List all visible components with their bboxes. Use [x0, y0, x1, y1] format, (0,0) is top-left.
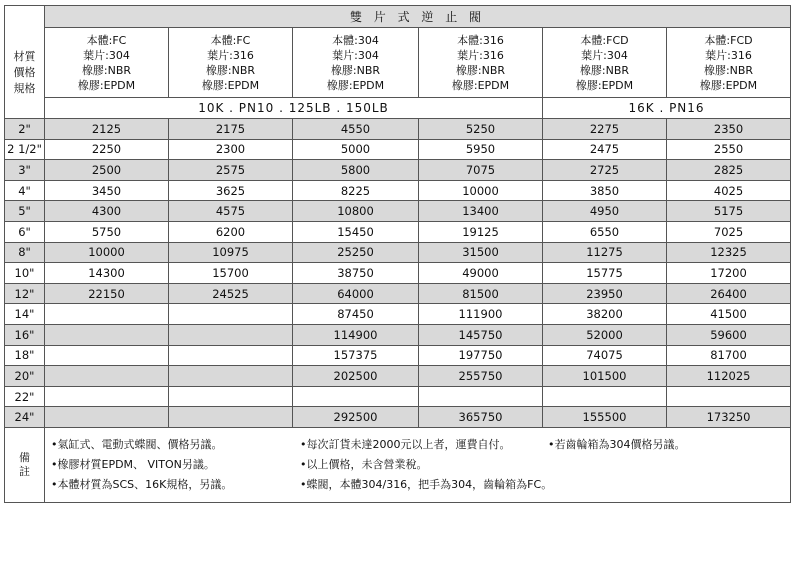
price-cell: 5175 — [667, 201, 791, 222]
price-cell: 31500 — [419, 242, 543, 263]
price-cell: 2250 — [45, 139, 169, 160]
spec-cell — [543, 28, 667, 98]
spec-line: 本體:304 — [332, 33, 379, 47]
price-cell: 3850 — [543, 180, 667, 201]
size-cell: 12" — [5, 283, 45, 304]
price-cell — [543, 386, 667, 407]
price-cell: 15700 — [169, 263, 293, 284]
price-cell: 64000 — [293, 283, 419, 304]
size-cell: 8" — [5, 242, 45, 263]
price-cell: 10975 — [169, 242, 293, 263]
spec-cell — [419, 28, 543, 98]
table-row — [5, 345, 791, 366]
spec-line: 橡膠:NBR — [205, 63, 256, 77]
price-cell: 2725 — [543, 160, 667, 181]
spec-line: 橡膠:EPDM — [201, 78, 260, 92]
spec-line: 葉片:304 — [581, 48, 628, 62]
price-cell: 49000 — [419, 263, 543, 284]
price-cell: 145750 — [419, 324, 543, 345]
standard-row — [5, 98, 791, 119]
spec-label-line: 價格 — [13, 65, 36, 79]
notes-label-char: 備 — [19, 450, 30, 464]
price-cell: 13400 — [419, 201, 543, 222]
spec-label-line: 規格 — [13, 81, 36, 95]
price-cell: 81700 — [667, 345, 791, 366]
size-cell: 6" — [5, 221, 45, 242]
price-cell: 81500 — [419, 283, 543, 304]
price-cell — [45, 407, 169, 428]
price-cell: 3625 — [169, 180, 293, 201]
table-row — [5, 160, 791, 181]
spec-row — [5, 28, 791, 98]
table-row — [5, 119, 791, 140]
spec-line: 本體:FC — [210, 33, 251, 47]
table-row — [5, 407, 791, 428]
notes-label-char: 註 — [19, 464, 30, 478]
spec-line: 葉片:316 — [207, 48, 254, 62]
price-cell: 25250 — [293, 242, 419, 263]
price-cell: 2125 — [45, 119, 169, 140]
size-cell: 16" — [5, 324, 45, 345]
table-row — [5, 263, 791, 284]
price-cell: 4950 — [543, 201, 667, 222]
price-cell: 2300 — [169, 139, 293, 160]
spec-line: 葉片:304 — [83, 48, 130, 62]
size-cell: 4" — [5, 180, 45, 201]
size-cell: 20" — [5, 366, 45, 387]
price-cell — [45, 366, 169, 387]
spec-cell — [293, 28, 419, 98]
spec-line: 橡膠:NBR — [455, 63, 506, 77]
price-cell: 23950 — [543, 283, 667, 304]
price-cell: 202500 — [293, 366, 419, 387]
price-cell — [45, 304, 169, 325]
note-item: •每次訂貨未達2000元以上者，運費自付。 — [300, 437, 511, 451]
size-cell: 22" — [5, 386, 45, 407]
price-cell — [667, 386, 791, 407]
spec-cell — [169, 28, 293, 98]
spec-cell — [667, 28, 791, 98]
price-cell: 17200 — [667, 263, 791, 284]
note-item: •氣缸式、電動式蝶閥、價格另議。 — [51, 437, 223, 451]
price-cell: 101500 — [543, 366, 667, 387]
price-cell: 6550 — [543, 221, 667, 242]
price-cell: 2175 — [169, 119, 293, 140]
table-title: 雙 片 式 逆 止 閥 — [45, 6, 791, 28]
size-cell: 24" — [5, 407, 45, 428]
price-cell — [169, 386, 293, 407]
price-cell — [293, 386, 419, 407]
standard-cell: 16K . PN16 — [543, 98, 791, 119]
price-cell: 7025 — [667, 221, 791, 242]
size-cell: 10" — [5, 263, 45, 284]
price-cell: 52000 — [543, 324, 667, 345]
note-item: •若齒輪箱為304價格另議。 — [548, 437, 686, 451]
price-cell: 157375 — [293, 345, 419, 366]
price-cell: 38200 — [543, 304, 667, 325]
price-cell: 5000 — [293, 139, 419, 160]
price-cell: 74075 — [543, 345, 667, 366]
notes-cell — [45, 427, 791, 502]
price-cell: 173250 — [667, 407, 791, 428]
table-row — [5, 386, 791, 407]
spec-label-cell — [5, 28, 45, 119]
table-row — [5, 304, 791, 325]
price-cell: 10000 — [419, 180, 543, 201]
price-cell: 26400 — [667, 283, 791, 304]
price-cell: 4550 — [293, 119, 419, 140]
price-cell — [169, 407, 293, 428]
spec-line: 本體:FC — [86, 33, 127, 47]
spec-line: 本體:FCD — [704, 33, 753, 47]
notes-grid — [45, 428, 790, 502]
size-cell: 18" — [5, 345, 45, 366]
price-cell — [169, 304, 293, 325]
price-cell: 255750 — [419, 366, 543, 387]
price-cell: 12325 — [667, 242, 791, 263]
spec-line: 橡膠:EPDM — [699, 78, 758, 92]
size-cell: 2 1/2" — [5, 139, 45, 160]
price-cell: 2500 — [45, 160, 169, 181]
table-row — [5, 366, 791, 387]
price-cell: 4025 — [667, 180, 791, 201]
price-cell: 38750 — [293, 263, 419, 284]
spec-line: 葉片:304 — [332, 48, 379, 62]
price-cell: 155500 — [543, 407, 667, 428]
corner-cell — [5, 6, 45, 28]
spec-line: 橡膠:NBR — [579, 63, 630, 77]
price-cell: 8225 — [293, 180, 419, 201]
price-cell: 114900 — [293, 324, 419, 345]
spec-line: 橡膠:NBR — [81, 63, 132, 77]
title-row — [5, 6, 791, 28]
price-cell: 5250 — [419, 119, 543, 140]
price-cell: 10000 — [45, 242, 169, 263]
price-cell: 14300 — [45, 263, 169, 284]
price-cell: 87450 — [293, 304, 419, 325]
table-row — [5, 221, 791, 242]
price-cell — [169, 324, 293, 345]
price-cell: 292500 — [293, 407, 419, 428]
note-item: •以上價格，未含營業稅。 — [300, 457, 428, 471]
price-table — [4, 5, 791, 503]
notes-row — [5, 427, 791, 502]
price-cell: 2550 — [667, 139, 791, 160]
standard-cell: 10K . PN10 . 125LB . 150LB — [45, 98, 543, 119]
spec-line: 橡膠:EPDM — [326, 78, 385, 92]
table-row — [5, 283, 791, 304]
price-cell: 2350 — [667, 119, 791, 140]
spec-line: 橡膠:NBR — [703, 63, 754, 77]
price-cell: 2575 — [169, 160, 293, 181]
price-cell: 4300 — [45, 201, 169, 222]
price-cell: 2825 — [667, 160, 791, 181]
spec-cell — [45, 28, 169, 98]
spec-line: 橡膠:EPDM — [451, 78, 510, 92]
price-cell: 22150 — [45, 283, 169, 304]
price-cell — [169, 345, 293, 366]
price-cell — [45, 386, 169, 407]
notes-label-cell — [5, 427, 45, 502]
price-cell: 6200 — [169, 221, 293, 242]
spec-line: 葉片:316 — [705, 48, 752, 62]
price-cell: 7075 — [419, 160, 543, 181]
price-cell: 24525 — [169, 283, 293, 304]
spec-line: 本體:FCD — [580, 33, 629, 47]
price-cell: 2275 — [543, 119, 667, 140]
price-cell: 15775 — [543, 263, 667, 284]
note-item: •橡膠材質EPDM、 VITON另議。 — [51, 457, 215, 471]
price-cell: 2475 — [543, 139, 667, 160]
size-cell: 5" — [5, 201, 45, 222]
price-cell: 41500 — [667, 304, 791, 325]
price-cell: 5800 — [293, 160, 419, 181]
spec-line: 葉片:316 — [457, 48, 504, 62]
size-cell: 14" — [5, 304, 45, 325]
note-item: •蝶閥，本體304/316，把手為304，齒輪箱為FC。 — [300, 477, 553, 491]
table-row — [5, 324, 791, 345]
price-cell: 5750 — [45, 221, 169, 242]
price-cell: 19125 — [419, 221, 543, 242]
price-body — [5, 119, 791, 428]
price-cell — [45, 324, 169, 345]
price-cell: 365750 — [419, 407, 543, 428]
price-cell — [45, 345, 169, 366]
table-row — [5, 139, 791, 160]
price-cell: 11275 — [543, 242, 667, 263]
price-cell — [419, 386, 543, 407]
spec-label-line: 材質 — [13, 49, 36, 63]
spec-line: 橡膠:EPDM — [575, 78, 634, 92]
table-row — [5, 242, 791, 263]
price-cell: 10800 — [293, 201, 419, 222]
spec-line: 橡膠:NBR — [330, 63, 381, 77]
price-cell — [169, 366, 293, 387]
price-cell: 15450 — [293, 221, 419, 242]
price-cell: 4575 — [169, 201, 293, 222]
price-cell: 197750 — [419, 345, 543, 366]
table-row — [5, 201, 791, 222]
spec-line: 本體:316 — [457, 33, 504, 47]
size-cell: 2" — [5, 119, 45, 140]
price-cell: 3450 — [45, 180, 169, 201]
price-cell: 5950 — [419, 139, 543, 160]
price-cell: 59600 — [667, 324, 791, 345]
note-item: •本體材質為SCS、16K規格，另議。 — [51, 477, 233, 491]
table-row — [5, 180, 791, 201]
size-cell: 3" — [5, 160, 45, 181]
price-cell: 112025 — [667, 366, 791, 387]
price-cell: 111900 — [419, 304, 543, 325]
spec-line: 橡膠:EPDM — [77, 78, 136, 92]
